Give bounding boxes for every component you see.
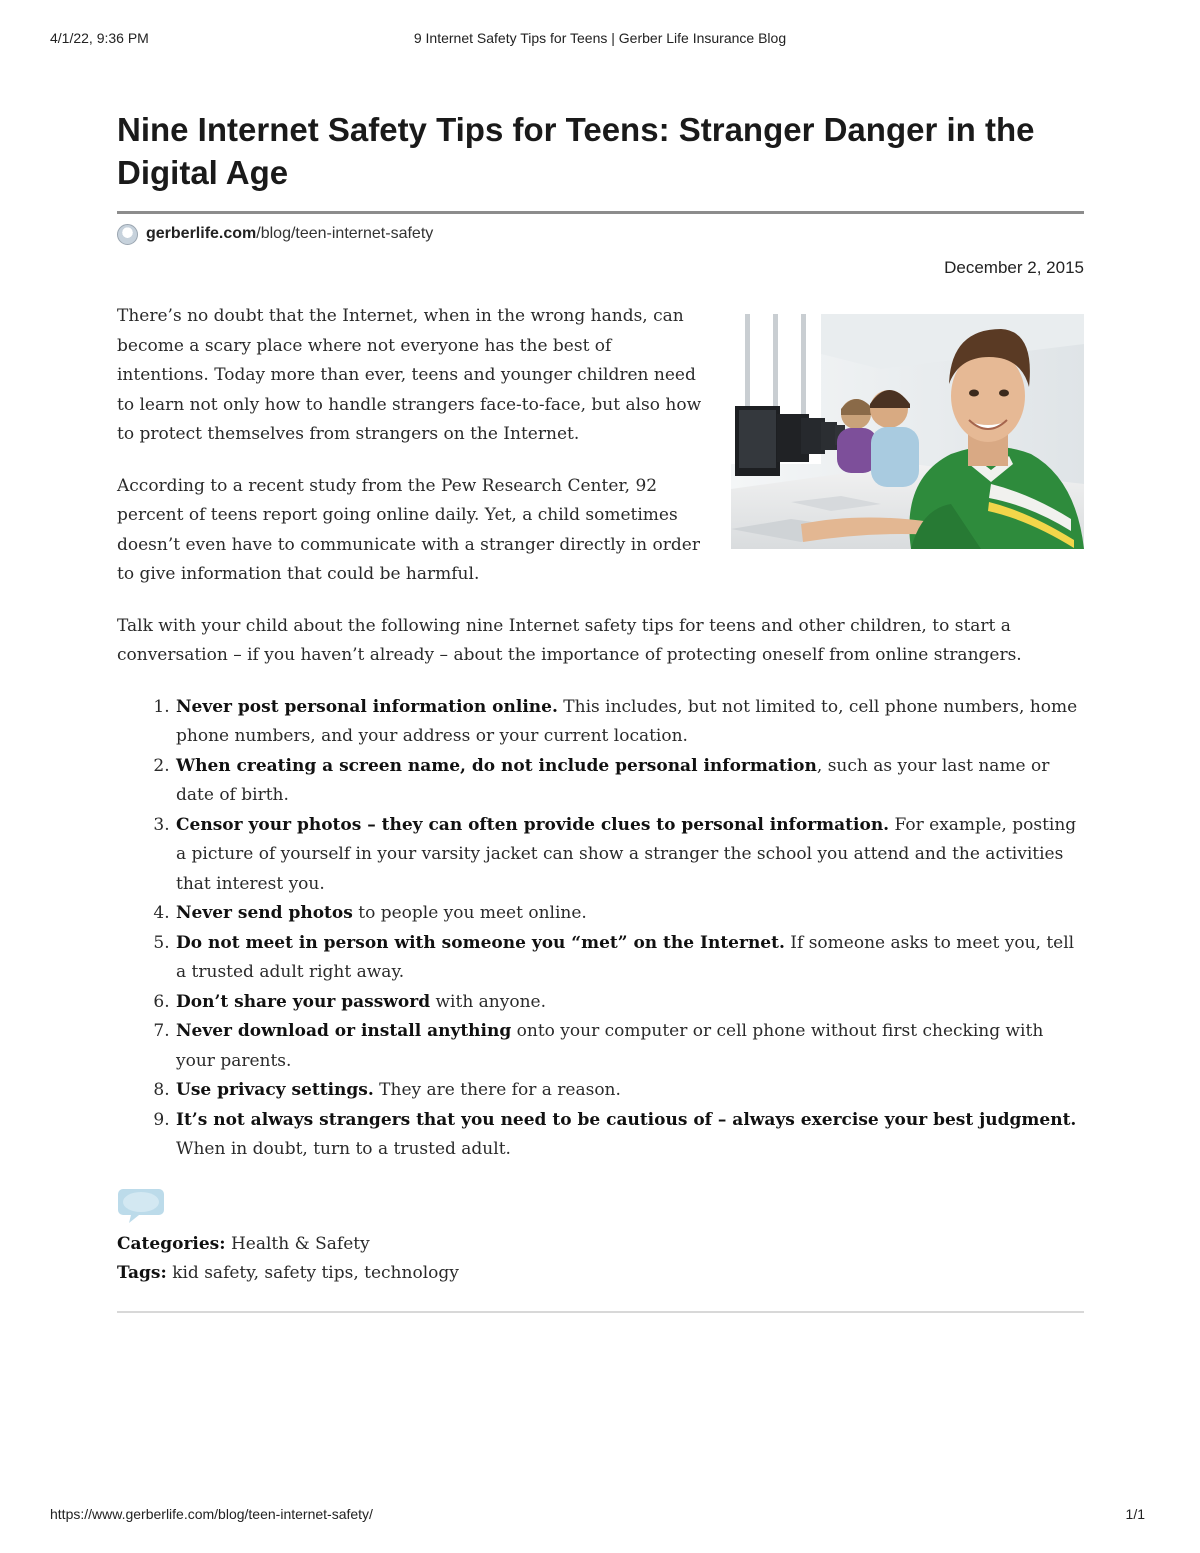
- source-domain: gerberlife.com: [146, 225, 257, 242]
- print-page-title: 9 Internet Safety Tips for Teens | Gerber Life Insurance Blog: [413, 30, 787, 46]
- tip-text: For example, posting a picture of yourself in your varsity jacket can show a stranger the school you attend and the activities that interest you.: [176, 814, 1077, 894]
- list-item: [175, 929, 1084, 988]
- list-item: [175, 1106, 1084, 1165]
- list-item: [175, 1076, 1084, 1106]
- print-header: [50, 30, 1150, 50]
- tags-separator: :: [160, 1263, 167, 1283]
- list-item: [175, 752, 1084, 811]
- print-datetime: 4/1/22, 9:36 PM: [50, 30, 149, 46]
- tip-heading: Censor your photos – they can often provide clues to personal information.: [176, 814, 890, 835]
- teen-computer-lab-illustration: [731, 314, 1084, 549]
- tip-heading: Never send photos: [176, 903, 353, 923]
- tip-heading: When creating a screen name, do not include personal information: [176, 755, 817, 776]
- title-divider: [117, 211, 1084, 214]
- article-title: Nine Internet Safety Tips for Teens: Stranger Danger in the Digital Age: [117, 111, 1035, 191]
- tip-text: If someone asks to meet you, tell a trusted adult right away.: [176, 932, 1075, 982]
- list-item: [175, 811, 1084, 900]
- intro-paragraph: According to a recent study from the Pew Research Center, 92 percent of teens report going online daily. Yet, a child sometimes doesn’t even have to communicate with a stranger directly in order to give information that could be harmful.: [117, 475, 700, 584]
- source-path: /blog/teen-internet-safety: [256, 225, 434, 242]
- tip-heading: It’s not always strangers that you need to be cautious of – always exercise your best judgment.: [176, 1109, 1077, 1130]
- publish-date: December 2, 2015: [944, 258, 1084, 277]
- list-item: [175, 1017, 1084, 1076]
- intro-paragraph: There’s no doubt that the Internet, when in the wrong hands, can become a scary place where not everyone has the best of intentions. Today more than ever, teens and younger children need to learn not only how to handle strangers face-to-face, but also how to protect themselves from strangers on the Internet.: [117, 306, 702, 444]
- intro-block: [117, 302, 1084, 590]
- teen-computer-lab-photo: [731, 314, 1084, 549]
- tip-text: , such as your last name or date of birth.: [176, 755, 1050, 805]
- gerber-baby-favicon-icon: [117, 224, 138, 245]
- categories-line: [117, 1230, 1084, 1260]
- print-footer: [50, 1506, 1145, 1526]
- tip-heading: Never download or install anything: [176, 1021, 512, 1041]
- speech-bubble-icon[interactable]: [117, 1187, 165, 1225]
- print-footer-url: https://www.gerberlife.com/blog/teen-internet-safety/: [50, 1506, 373, 1522]
- intro-text: [117, 302, 702, 590]
- tip-heading: Don’t share your password: [176, 991, 431, 1012]
- source-link[interactable]: [117, 223, 1084, 245]
- tip-heading: Never post personal information online.: [176, 696, 558, 717]
- tip-text: with anyone.: [430, 991, 547, 1012]
- list-item: [175, 988, 1084, 1018]
- categories-label: Categories:: [117, 1233, 226, 1254]
- category-link[interactable]: Health & Safety: [230, 1233, 370, 1254]
- tag-links[interactable]: kid safety, safety tips, technology: [172, 1263, 459, 1283]
- safety-tips-list: [117, 693, 1084, 1165]
- article-footer-divider: [117, 1311, 1084, 1313]
- list-item: [175, 693, 1084, 752]
- lead-paragraph: Talk with your child about the following nine Internet safety tips for teens and other children, to start a conversation – if you haven’t already – about the importance of protecting oneself from online strangers.: [117, 615, 1022, 665]
- tip-text: to people you meet online.: [352, 903, 587, 923]
- tip-heading: Do not meet in person with someone you “met” on the Internet.: [176, 932, 785, 953]
- article: [117, 108, 1084, 1313]
- tip-text: They are there for a reason.: [373, 1080, 621, 1100]
- tags-label: Tags: [117, 1263, 161, 1283]
- tip-text: When in doubt, turn to a trusted adult.: [176, 1139, 511, 1159]
- tags-line: [117, 1259, 1084, 1289]
- print-page-number: 1/1: [1125, 1506, 1145, 1522]
- tip-text: onto your computer or cell phone without first checking with your parents.: [176, 1021, 1044, 1071]
- list-item: [175, 899, 1084, 929]
- tip-heading: Use privacy settings.: [176, 1080, 374, 1100]
- tip-text: This includes, but not limited to, cell phone numbers, home phone numbers, and your address or your current location.: [176, 696, 1078, 746]
